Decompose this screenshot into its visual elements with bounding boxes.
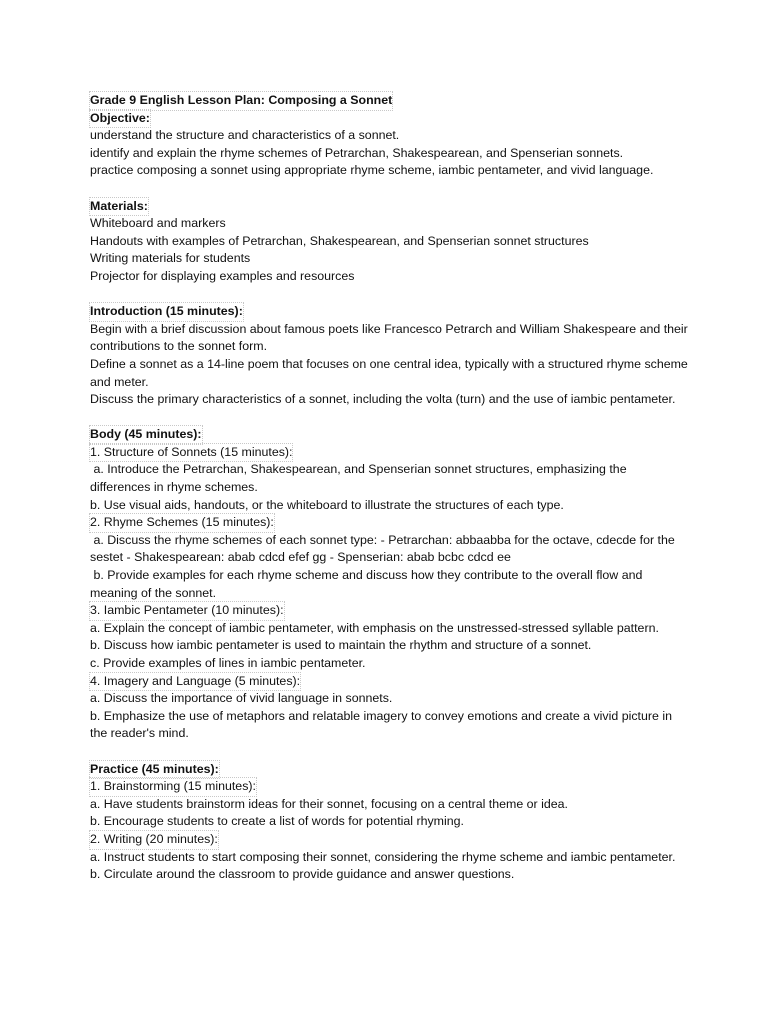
materials-item: Handouts with examples of Petrarchan, Shakespearean, and Spenserian sonnet structures <box>90 233 589 248</box>
body-item: b. Provide examples for each rhyme scheme and discuss how they contribute to the overall flow and meaning of the sonnet. <box>90 568 646 600</box>
body-item: a. Introduce the Petrarchan, Shakespearean, and Spenserian sonnet structures, emphasizing the differences in rhyme schemes. <box>90 462 631 495</box>
practice-item: a. Instruct students to start composing their sonnet, considering the rhyme scheme and iambic pentameter. <box>90 849 676 864</box>
spacer <box>90 286 690 304</box>
practice-heading: Practice (45 minutes): <box>90 761 219 779</box>
practice-section-title: 2. Writing (20 minutes): <box>90 831 218 849</box>
body-section-title: 2. Rhyme Schemes (15 minutes): <box>90 514 274 532</box>
body-item: a. Discuss the rhyme schemes of each sonnet type: - Petrarchan: abbaabba for the octave, cdecde for the sestet - Shakespearean: abab cdcd efef gg - Spenserian: abab bcbc cdcd ee <box>90 532 679 565</box>
practice-item: b. Encourage students to create a list of words for potential rhyming. <box>90 814 464 829</box>
lesson-plan-document <box>90 92 690 884</box>
document-title: Grade 9 English Lesson Plan: Composing a Sonnet <box>90 92 392 110</box>
practice-item: a. Have students brainstorm ideas for their sonnet, focusing on a central theme or idea. <box>90 796 568 811</box>
introduction-item: Define a sonnet as a 14-line poem that focuses on one central idea, typically with a structured rhyme scheme and meter. <box>90 356 688 389</box>
objective-item: practice composing a sonnet using appropriate rhyme scheme, iambic pentameter, and vivid language. <box>90 163 654 178</box>
spacer <box>90 409 690 427</box>
spacer <box>90 743 690 761</box>
objective-item: understand the structure and characteristics of a sonnet. <box>90 128 400 143</box>
objective-heading: Objective: <box>90 110 150 128</box>
spacer <box>90 180 690 198</box>
body-section-title: 3. Iambic Pentameter (10 minutes): <box>90 602 284 620</box>
practice-item: b. Circulate around the classroom to provide guidance and answer questions. <box>90 867 515 882</box>
body-item: a. Explain the concept of iambic pentameter, with emphasis on the unstressed-stressed syllable pattern. <box>90 620 659 635</box>
materials-item: Writing materials for students <box>90 251 251 266</box>
body-section-title: 1. Structure of Sonnets (15 minutes): <box>90 444 292 462</box>
body-item: c. Provide examples of lines in iambic pentameter. <box>90 656 366 670</box>
introduction-heading: Introduction (15 minutes): <box>90 303 243 321</box>
materials-heading: Materials: <box>90 198 148 216</box>
body-item: b. Use visual aids, handouts, or the whiteboard to illustrate the structures of each type. <box>90 497 564 512</box>
body-item: a. Discuss the importance of vivid language in sonnets. <box>90 691 393 706</box>
body-item: b. Discuss how iambic pentameter is used to maintain the rhythm and structure of a sonnet. <box>90 638 592 653</box>
body-heading: Body (45 minutes): <box>90 426 202 444</box>
practice-section-title: 1. Brainstorming (15 minutes): <box>90 778 256 796</box>
body-section-title: 4. Imagery and Language (5 minutes): <box>90 673 300 691</box>
objective-item: identify and explain the rhyme schemes of Petrarchan, Shakespearean, and Spenserian sonnets. <box>90 145 624 160</box>
introduction-item: Discuss the primary characteristics of a sonnet, including the volta (turn) and the use of iambic pentameter. <box>90 392 676 407</box>
materials-item: Whiteboard and markers <box>90 216 226 231</box>
body-item: b. Emphasize the use of metaphors and relatable imagery to convey emotions and create a vivid picture in the reader's mind. <box>90 708 672 741</box>
materials-item: Projector for displaying examples and resources <box>90 268 355 283</box>
introduction-item: Begin with a brief discussion about famous poets like Francesco Petrarch and William Shakespeare and their contributions to the sonnet form. <box>90 321 688 354</box>
